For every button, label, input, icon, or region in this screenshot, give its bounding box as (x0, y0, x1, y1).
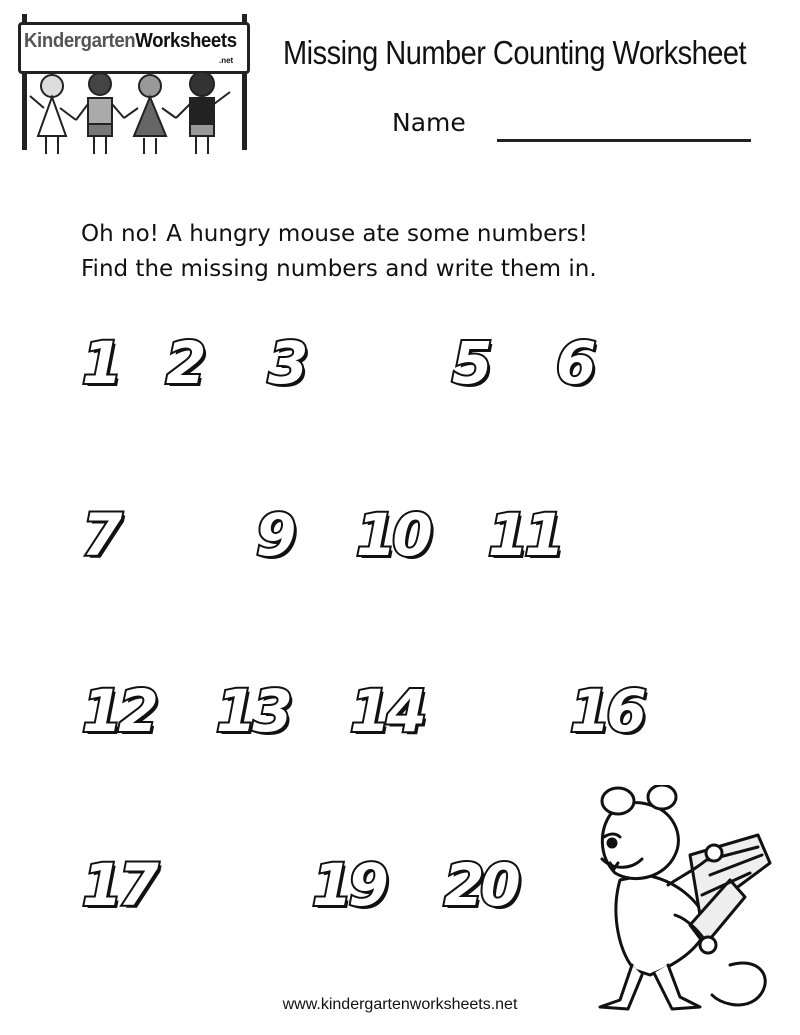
number-2: 2 (166, 329, 203, 397)
number-12: 12 (82, 677, 155, 745)
number-19: 19 (312, 851, 385, 919)
logo-text-kindergarten: Kindergarten (24, 30, 136, 52)
name-write-line[interactable] (497, 139, 751, 142)
site-logo (18, 8, 254, 158)
number-5: 5 (452, 329, 489, 397)
logo-text-worksheets: Worksheets (135, 30, 237, 52)
number-16: 16 (570, 677, 643, 745)
number-10: 10 (356, 501, 429, 569)
number-14: 14 (350, 677, 423, 745)
number-9: 9 (256, 501, 293, 569)
instructions-line-1: Oh no! A hungry mouse ate some numbers! (81, 221, 588, 247)
number-17: 17 (82, 851, 155, 919)
logo-text (24, 30, 237, 53)
footer-url[interactable]: www.kindergartenworksheets.net (282, 996, 518, 1013)
instructions (81, 217, 597, 287)
number-11: 11 (488, 501, 561, 569)
number-20: 20 (444, 851, 517, 919)
number-13: 13 (216, 677, 289, 745)
kids-illustration-icon (24, 68, 250, 160)
name-label: Name (392, 108, 466, 137)
worksheet-title: Missing Number Counting Worksheet (283, 34, 747, 71)
number-3: 3 (268, 329, 305, 397)
number-6: 6 (556, 329, 593, 397)
number-7: 7 (82, 501, 119, 569)
instructions-line-2: Find the missing numbers and write them in. (81, 256, 597, 282)
logo-suffix: .net (219, 56, 234, 65)
mouse-eating-number-icon (580, 785, 780, 1015)
number-1: 1 (82, 329, 119, 397)
